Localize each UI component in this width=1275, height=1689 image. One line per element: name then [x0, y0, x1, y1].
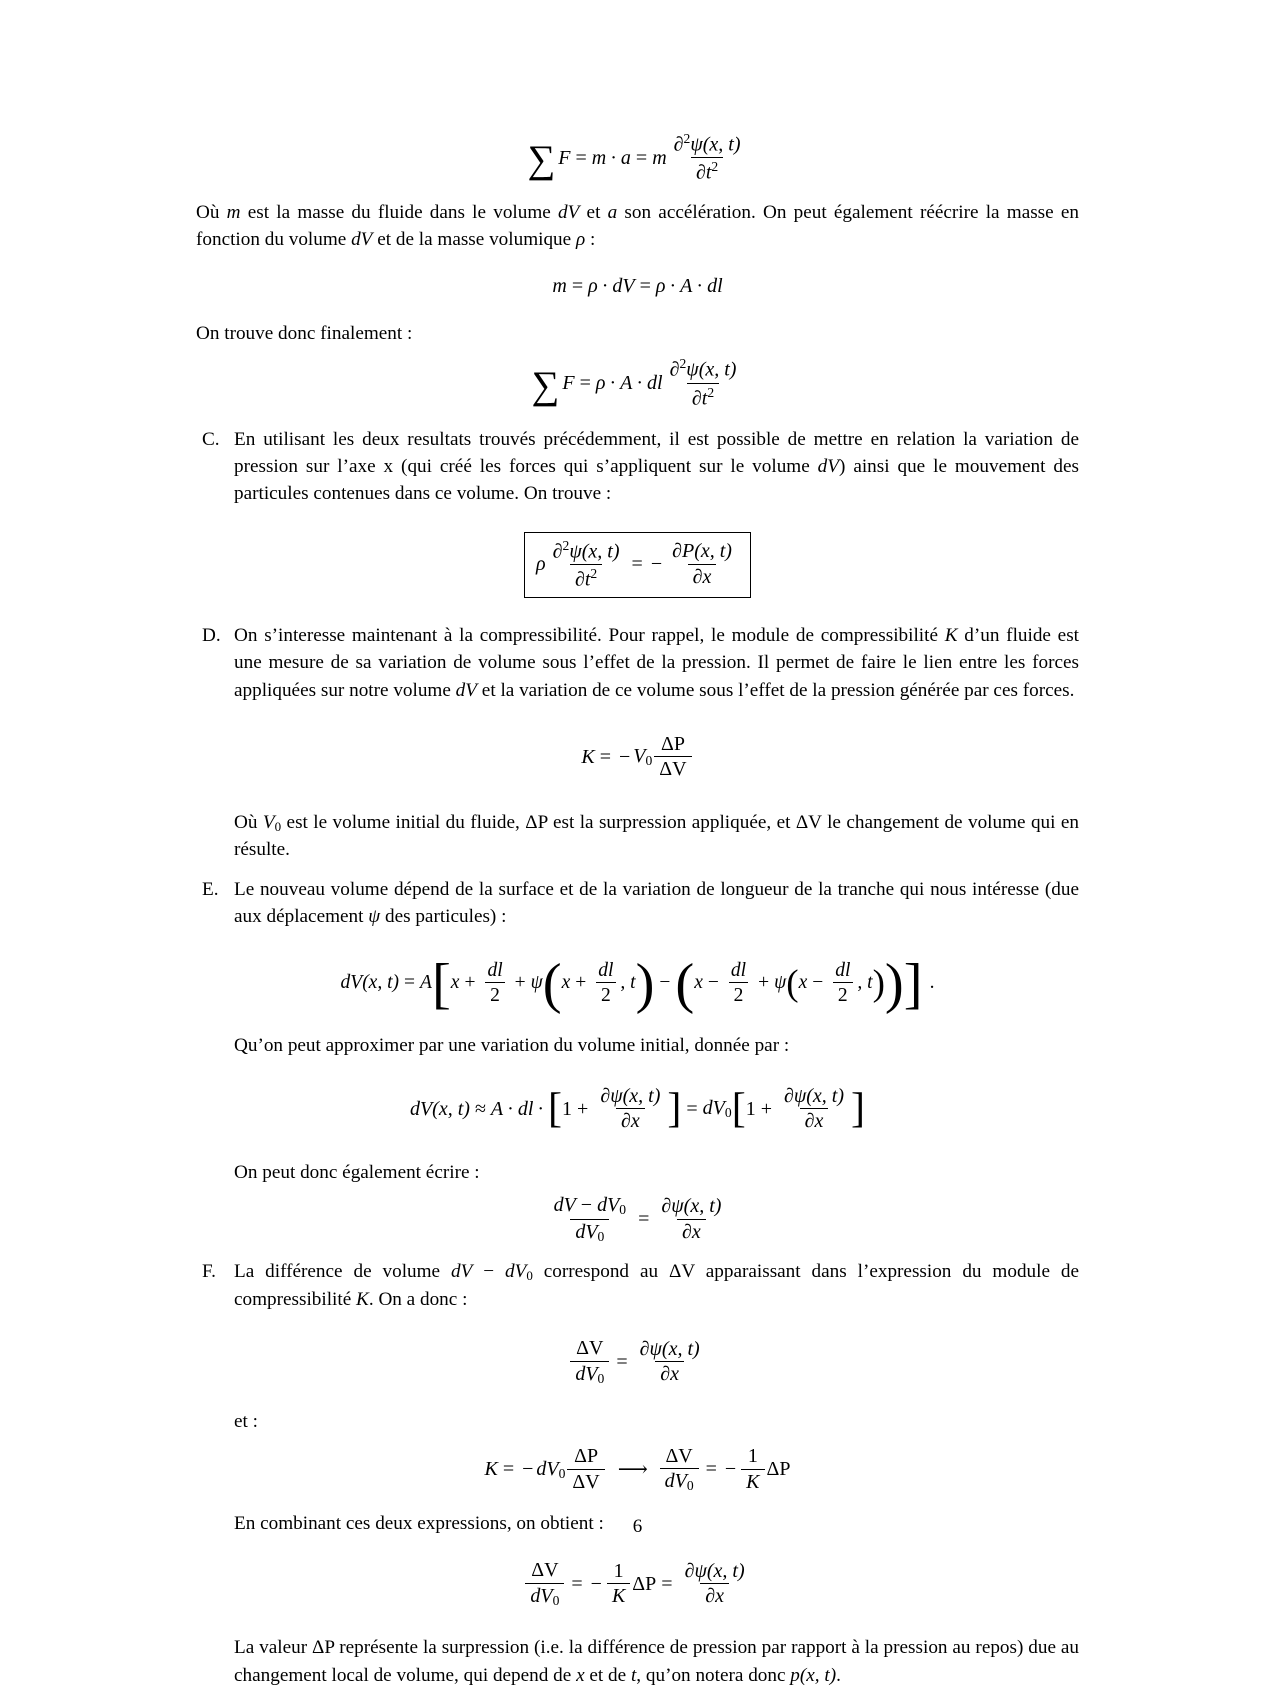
inline-math-K: K: [944, 625, 958, 647]
inline-math-dV: dV: [455, 679, 477, 701]
fraction-denominator: [525, 1583, 564, 1609]
dot-operator: ·: [537, 1097, 545, 1120]
inline-math-t: t: [630, 1664, 637, 1686]
subscript-0: 0: [597, 1370, 605, 1386]
fraction-numerator: [665, 357, 742, 382]
equation-relative-volume-change: [196, 1194, 1079, 1244]
symbol-dl: dl: [647, 372, 663, 395]
symbol-F: F: [558, 146, 571, 169]
fraction-dpsi-dx: [680, 1561, 750, 1608]
psi-of-x-t: ψ(x, t): [686, 358, 737, 381]
fraction-numerator: ∂P(x, t): [672, 540, 732, 563]
fraction-one-over-K: [607, 1561, 630, 1608]
dot-operator: ·: [601, 275, 609, 298]
fraction-denominator: ∂x: [700, 1583, 729, 1608]
paragraph-quon-peut-approximer: Qu’on peut approximer par une variation du volume initial, donnée par :: [234, 1035, 790, 1057]
fraction-left: [548, 539, 625, 592]
exponent-2: 2: [711, 159, 719, 175]
fraction-deltaP-deltaV: [567, 1446, 604, 1493]
dot-operator: ·: [669, 275, 677, 298]
symbol-x: x: [450, 972, 460, 994]
partial-symbol: ∂: [673, 133, 684, 156]
symbol-rho: ρ: [536, 553, 546, 576]
number-one: 1: [745, 1097, 756, 1120]
subscript-0: 0: [597, 1228, 605, 1244]
text-run: et de la masse volumique: [372, 228, 576, 250]
plus-sign: +: [575, 972, 587, 994]
symbol-A: A: [490, 1097, 504, 1120]
list-item-E: [196, 876, 1079, 931]
inline-math-deltaV: ΔV: [668, 1261, 695, 1283]
fraction-dV-minus-dV0: [549, 1195, 632, 1244]
equation-deltaV-over-dV0: [196, 1337, 1079, 1386]
equation-newton-second-law: [196, 132, 1079, 185]
paragraph-on-peut-donc-ecrire: On peut donc également écrire :: [234, 1161, 480, 1183]
minus-sign: −: [472, 1261, 505, 1283]
delta-P: ΔP: [660, 732, 685, 755]
symbol-dV: dV: [536, 1457, 559, 1480]
fraction-denominator: [570, 1361, 609, 1387]
fraction-denominator: [660, 1468, 699, 1494]
symbol-x: x: [561, 972, 571, 994]
symbol-dV: dV: [575, 1362, 598, 1385]
fraction-numerator: ∂ψ(x, t): [684, 1559, 745, 1582]
partial-t: ∂t: [574, 568, 591, 591]
paren-close: ): [884, 953, 904, 1016]
symbol-m: m: [591, 146, 607, 169]
inline-math-V0: [263, 812, 281, 833]
equals-sign: =: [631, 553, 643, 576]
symbol-K: K: [581, 745, 595, 768]
symbol-dV: dV: [664, 1470, 687, 1493]
comma-t: , t: [857, 972, 873, 994]
symbol-A: A: [680, 275, 693, 298]
symbol-A: A: [620, 372, 633, 395]
plus-sign: +: [514, 972, 526, 994]
bracket-open: [: [731, 1086, 746, 1133]
equals-sign: =: [571, 275, 584, 298]
comma-t: , t: [620, 972, 636, 994]
fraction-numerator: ∂ψ(x, t): [600, 1084, 661, 1107]
minus-sign: −: [812, 972, 824, 994]
equals-sign: =: [705, 1458, 717, 1481]
minus-sign: −: [650, 553, 663, 576]
bracket-close: ]: [667, 1086, 682, 1133]
fraction-dpsi-dx: [779, 1086, 849, 1133]
summation-sign: ∑: [527, 138, 556, 182]
list-item-label-F: F.: [202, 1261, 216, 1283]
fraction-numerator: ΔV: [531, 1559, 559, 1582]
paragraph-en-combinant: En combinant ces deux expressions, on obtient :: [234, 1512, 604, 1534]
equation-final-combined: [196, 1559, 1079, 1608]
fraction-dpsi-dx: [595, 1086, 665, 1133]
inline-math-x: x: [576, 1664, 585, 1686]
inline-math-psi: ψ: [368, 906, 381, 928]
symbol-dV: dV: [530, 1584, 553, 1607]
fraction-denominator: ∂x: [800, 1108, 829, 1133]
dot-operator: ·: [507, 1097, 514, 1120]
text-run: En utilisant les deux resultats trouvés précédemment, il est possible de mettre en relation la variation de pression sur l’axe x (qui créé les forces qui s’appliquent sur le volume: [234, 428, 1079, 478]
fraction-second-derivative: [665, 357, 742, 410]
subscript-0: 0: [724, 1105, 732, 1121]
symbol-dl: dl: [707, 275, 723, 298]
symbol-x: x: [694, 972, 703, 994]
fraction-dl-2: [482, 960, 507, 1006]
paragraph-ou-V0: [234, 809, 1079, 864]
partial-symbol: ∂: [552, 540, 563, 563]
fraction-numerator: 1: [613, 1559, 624, 1582]
fraction-numerator: ∂ψ(x, t): [639, 1337, 700, 1360]
inline-math-m: m: [226, 201, 241, 223]
fraction-right: [667, 541, 737, 588]
fraction-numerator: 1: [747, 1445, 758, 1468]
text-run: apparaissant dans l’expression du module de compressibilité: [234, 1261, 1080, 1310]
inline-math-dV-minus-dV0: [451, 1261, 533, 1282]
text-run: et de: [584, 1664, 631, 1686]
minus-sign: −: [590, 1572, 602, 1595]
equals-sign: =: [638, 1208, 650, 1231]
equation-bulk-modulus: [196, 734, 1079, 781]
lhs-dV-x-t: dV(x, t): [340, 972, 400, 994]
text-run: La différence de volume: [234, 1261, 451, 1283]
text-run: La valeur: [234, 1637, 312, 1659]
dot-operator: ·: [636, 372, 644, 395]
fraction-denominator: 2: [485, 982, 505, 1006]
inline-math-dV: dV: [558, 201, 580, 223]
psi-of-x-t: ψ(x, t): [569, 540, 620, 563]
paren-open: (: [675, 953, 695, 1016]
fraction-denominator: ∂x: [655, 1361, 684, 1386]
paren-open: (: [542, 953, 562, 1016]
delta-P: ΔP: [632, 1572, 657, 1595]
equation-sum-force-rho: [196, 357, 1079, 410]
paragraph-item-F: [234, 1258, 1079, 1313]
page-number: 6: [632, 1516, 643, 1537]
fraction-denominator: [570, 1219, 609, 1245]
symbol-dV: dV: [597, 1194, 620, 1217]
inline-math-dV: dV: [351, 228, 373, 250]
minus-sign: −: [522, 1458, 534, 1481]
fraction-numerator: dl: [487, 960, 503, 982]
fraction-numerator: dl: [835, 960, 851, 982]
paragraph-item-D: [234, 622, 1079, 704]
symbol-A: A: [420, 972, 432, 994]
equals-sign: =: [575, 146, 587, 169]
inline-math-deltaV: ΔV: [795, 812, 822, 834]
plus-sign: +: [760, 1097, 772, 1120]
symbol-rho: ρ: [655, 275, 666, 298]
fraction-denominator: ∂x: [677, 1219, 706, 1244]
fraction-second-derivative: [669, 132, 746, 185]
fraction-numerator: ΔP: [574, 1445, 599, 1468]
fraction-numerator: ΔV: [576, 1337, 604, 1360]
plus-sign: +: [577, 1097, 589, 1120]
psi-of-x-t: ψ(x, t): [690, 133, 741, 156]
fraction-numerator: [548, 539, 625, 564]
equals-sign: =: [616, 1350, 628, 1373]
list-item-body-E: [234, 876, 1079, 931]
inline-math-a: a: [607, 201, 618, 223]
fraction-numerator: [549, 1195, 632, 1219]
partial-t: ∂t: [691, 387, 708, 410]
equation-mass-definition: [196, 275, 1079, 298]
minus-sign: −: [707, 972, 719, 994]
inline-math-rho: ρ: [575, 228, 586, 250]
symbol-rho: ρ: [588, 275, 598, 298]
text-run: et la variation de ce volume sous l’effet de la pression générée par ces forces.: [477, 679, 1075, 701]
paren-close: ): [872, 962, 885, 1004]
fraction-denominator: [691, 157, 723, 184]
approx-sign: ≈: [474, 1097, 486, 1120]
symbol-dV: dV: [612, 275, 635, 298]
symbol-F: F: [562, 372, 575, 395]
fraction-denominator: 2: [833, 982, 853, 1006]
text-run: et: [579, 201, 608, 223]
equals-sign: =: [661, 1572, 673, 1595]
plus-sign: +: [464, 972, 476, 994]
exponent-2: 2: [590, 565, 598, 581]
text-run: Où: [196, 201, 227, 223]
text-run: est la surpression appliquée, et: [547, 812, 796, 834]
inline-math-deltaP: ΔP: [312, 1637, 335, 1659]
text-run: le changement de volume qui en résulte.: [234, 812, 1079, 861]
fraction-denominator: 2: [596, 982, 616, 1006]
text-run: est le volume initial du fluide,: [281, 812, 526, 834]
fraction-denominator: [654, 756, 691, 781]
bracket-open: [: [548, 1086, 563, 1133]
paragraph-et: et :: [234, 1411, 258, 1433]
symbol-psi: ψ: [774, 972, 787, 994]
subscript-0: 0: [645, 753, 653, 769]
fraction-dpsi-dx: [656, 1196, 726, 1243]
exponent-2: 2: [683, 131, 691, 146]
inline-math-dV: dV: [817, 456, 839, 478]
equation-K-arrow-deltaV: [196, 1446, 1079, 1494]
summation-sign: ∑: [531, 363, 560, 407]
inline-math-p-x-t: p(x, t): [790, 1664, 837, 1686]
text-run: correspond au: [532, 1261, 669, 1283]
symbol-V: V: [633, 745, 646, 768]
equals-sign: =: [639, 275, 651, 298]
list-item-D: [196, 622, 1079, 704]
fraction-numerator: ∂ψ(x, t): [661, 1195, 722, 1218]
symbol-dV: dV: [505, 1261, 527, 1283]
symbol-x: x: [798, 972, 808, 994]
fraction-numerator: dl: [598, 960, 614, 982]
symbol-dV: dV: [553, 1194, 576, 1217]
paragraph-item-C: [234, 426, 1079, 508]
fraction-denominator: K: [741, 1469, 764, 1494]
period: .: [929, 972, 935, 994]
equals-sign: =: [635, 146, 648, 169]
list-item-body-D: [234, 622, 1079, 704]
equation-boxed-euler: [196, 532, 1079, 599]
text-run: ) ainsi que le mouvement des particules contenues dans ce volume. On trouve :: [234, 456, 1079, 505]
fraction-numerator: [656, 734, 690, 757]
text-run: :: [585, 228, 596, 250]
equals-sign: =: [404, 972, 416, 994]
minus-sign: −: [580, 1194, 593, 1217]
symbol-dV0: [536, 1458, 565, 1482]
fraction-denominator: ΔV: [567, 1469, 604, 1494]
paragraph-on-trouve-donc: On trouve donc finalement :: [196, 323, 413, 345]
fraction-numerator: dl: [730, 960, 747, 982]
text-run: Où: [234, 812, 263, 834]
paren-open: (: [786, 962, 799, 1004]
text-run: d’un fluide est une mesure de sa variation de volume sous l’effet de la pression. Il permet de faire le lien entre les forces appliquées sur notre volume: [234, 625, 1079, 701]
bracket-close: ]: [851, 1086, 866, 1133]
subscript-0: 0: [552, 1592, 560, 1608]
minus-sign: −: [619, 745, 631, 768]
symbol-m: m: [652, 146, 667, 169]
list-item-label-C: C.: [202, 428, 220, 450]
fraction-numerator: [669, 132, 746, 157]
symbol-V: V: [262, 812, 275, 834]
text-run: On s’interesse maintenant à la compressibilité. Pour rappel, le module de compressibilité: [234, 625, 945, 647]
equation-dV-approx: [196, 1086, 1079, 1133]
inline-math-deltaP: ΔP: [525, 812, 548, 834]
fraction-denominator: [570, 564, 602, 591]
partial-symbol: ∂: [669, 358, 680, 381]
symbol-dV: dV: [575, 1220, 598, 1243]
text-run: des particules) :: [380, 906, 507, 928]
list-item-C: [196, 426, 1079, 508]
fraction-dpsi-dx: [635, 1339, 705, 1386]
exponent-2: 2: [562, 537, 570, 553]
list-item-body-C: [234, 426, 1079, 508]
text-run: est la masse du fluide dans le volume: [240, 201, 559, 223]
exponent-2: 2: [679, 356, 687, 372]
fraction-denominator: ∂x: [688, 564, 717, 589]
paragraph-la-valeur-deltaP: [234, 1634, 1079, 1689]
exponent-2: 2: [707, 384, 715, 400]
text-run: Le nouveau volume dépend de la surface et de la variation de longueur de la tranche qui nous intéresse (due aux déplacement: [234, 878, 1079, 928]
fraction-denominator: K: [607, 1583, 630, 1608]
fraction-deltaV-dV0: [570, 1338, 609, 1386]
text-run: . On a donc :: [368, 1288, 468, 1310]
list-item-F: [196, 1258, 1079, 1313]
symbol-dV0: [703, 1097, 732, 1121]
subscript-0: 0: [686, 1478, 694, 1494]
symbol-dV: dV: [451, 1261, 473, 1283]
text-run: représente la surpression (i.e. la différence de pression par rapport à la pression au repos) due au changement local de volume, qui depend de: [234, 1637, 1079, 1686]
subscript-0: 0: [526, 1268, 533, 1284]
fraction-dl-2: [593, 960, 618, 1006]
fraction-deltaV-dV0: [525, 1560, 564, 1608]
lhs-dV-x-t: dV(x, t): [409, 1097, 470, 1120]
fraction-dl-2: [726, 960, 751, 1006]
equals-sign: =: [571, 1572, 583, 1595]
page-content-column: [196, 132, 1079, 1689]
symbol-rho: ρ: [595, 372, 606, 395]
text-run: , qu’on notera donc: [636, 1664, 791, 1686]
symbol-K: K: [484, 1458, 498, 1481]
symbol-m: m: [552, 275, 567, 298]
bracket-close: ]: [903, 953, 923, 1016]
fraction-numerator: ∂ψ(x, t): [783, 1084, 845, 1107]
list-item-body-F: [234, 1258, 1079, 1313]
symbol-psi: ψ: [530, 972, 543, 994]
fraction-deltaV-dV0: [660, 1446, 699, 1494]
delta-P: ΔP: [766, 1458, 791, 1481]
list-item-label-D: D.: [202, 625, 221, 647]
fraction-numerator: ΔV: [665, 1444, 693, 1467]
dot-operator: ·: [610, 146, 617, 169]
symbol-dV: dV: [702, 1097, 725, 1120]
partial-t: ∂t: [695, 161, 712, 184]
subscript-0: 0: [558, 1465, 566, 1481]
text-run: son accélération. On peut également réécrire la masse en fonction du volume: [196, 201, 1079, 250]
equals-sign: =: [599, 745, 611, 768]
paren-close: ): [635, 953, 655, 1016]
dot-operator: ·: [609, 372, 617, 395]
fraction-deltaP-deltaV: [654, 734, 691, 781]
text-run: .: [836, 1664, 841, 1686]
number-one: 1: [562, 1097, 573, 1120]
symbol-V0: [633, 745, 652, 769]
subscript-0: 0: [274, 818, 282, 834]
symbol-dl: dl: [517, 1097, 534, 1120]
subscript-0: 0: [619, 1202, 627, 1218]
fraction-dl-2: [830, 960, 855, 1006]
dot-operator: ·: [696, 275, 704, 298]
fraction-denominator: 2: [729, 982, 749, 1006]
minus-sign: −: [659, 972, 671, 994]
plus-sign: +: [758, 972, 770, 994]
list-item-label-E: E.: [202, 878, 219, 900]
symbol-a: a: [620, 146, 631, 169]
equation-box-frame: [524, 532, 751, 599]
minus-sign: −: [724, 1458, 737, 1481]
delta-V: ΔV: [659, 758, 687, 781]
long-right-arrow: ⟶: [617, 1457, 647, 1482]
paragraph-item-E: [234, 876, 1079, 931]
equals-sign: =: [502, 1458, 515, 1481]
inline-math-K: K: [356, 1288, 369, 1310]
fraction-denominator: ∂x: [616, 1108, 645, 1133]
bracket-open: [: [431, 953, 451, 1016]
fraction-one-over-K: [741, 1446, 764, 1493]
paragraph-ou-m-est-la-masse: [196, 199, 1079, 254]
equals-sign: =: [579, 372, 591, 395]
equation-dV-full: [196, 953, 1079, 1016]
equals-sign: =: [686, 1097, 698, 1120]
fraction-denominator: [687, 383, 719, 410]
